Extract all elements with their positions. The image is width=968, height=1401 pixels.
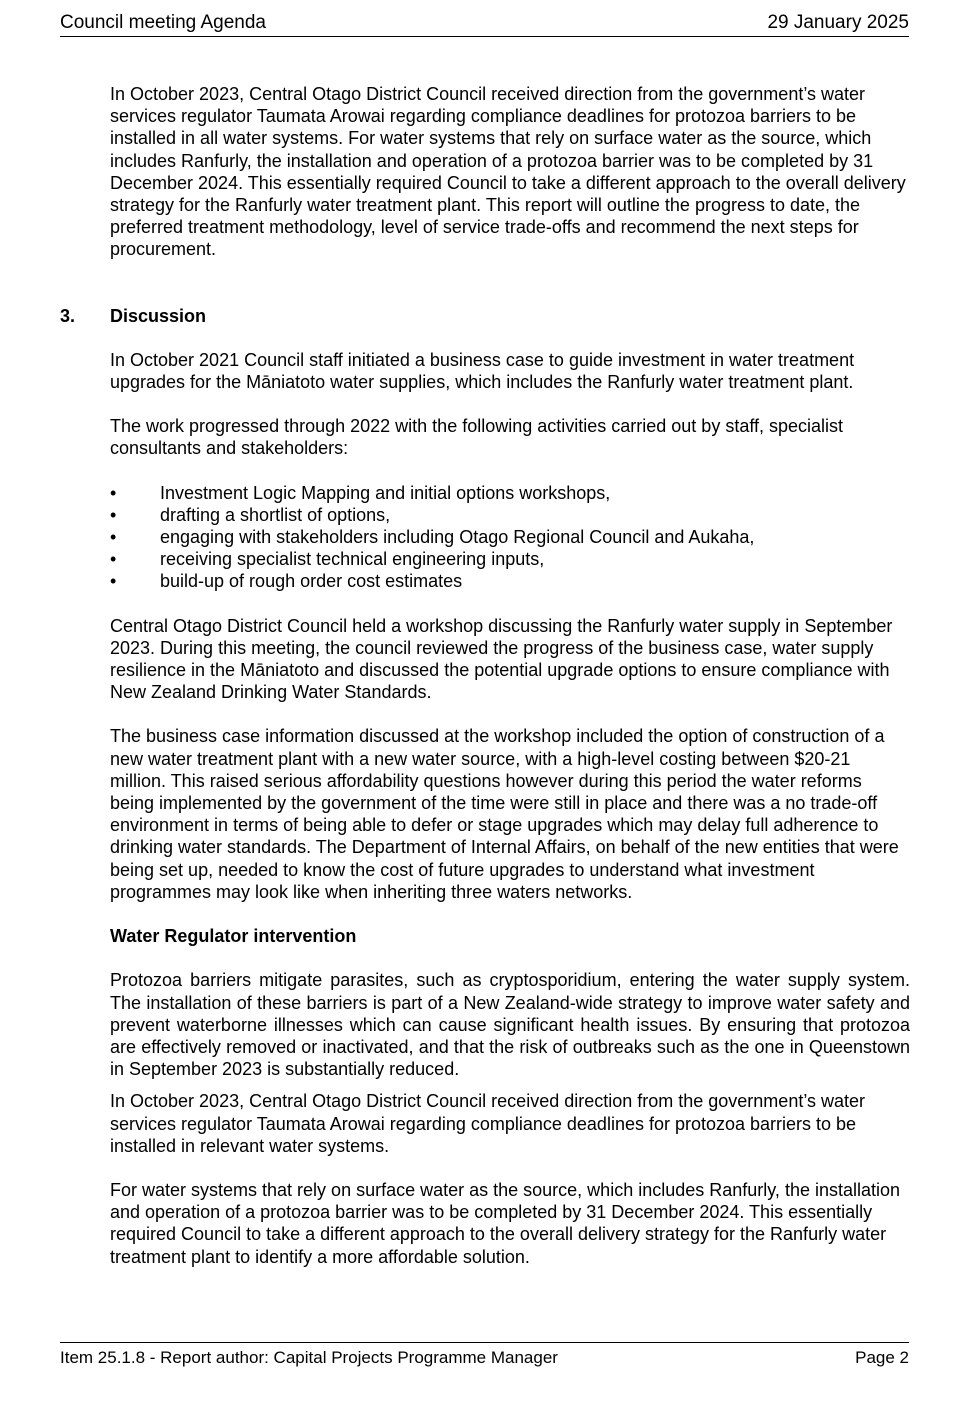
- list-item: • engaging with stakeholders including Otago Regional Council and Aukaha,: [110, 527, 755, 548]
- paragraph: In October 2023, Central Otago District Council received direction from the government’s water services regulator Taumata Arowai regarding compliance deadlines for protozoa barriers to be installed in relevant water systems.: [110, 1091, 866, 1156]
- section-number: 3.: [60, 305, 76, 326]
- paragraph: Protozoa barriers mitigate parasites, such as cryptosporidium, entering the water supply system. The installation of these barriers is part of a New Zealand-wide strategy to improve water safety and prevent waterborne illnesses which can cause significant health issues. By ensuring that protozoa are effectively removed or inactivated, and that the risk of outbreaks such as the one in Queenstown in September 2023 is substantially reduced.: [110, 970, 910, 1080]
- section-title: Discussion: [110, 305, 207, 326]
- paragraph: Central Otago District Council held a workshop discussing the Ranfurly water supply in September 2023. During this meeting, the council reviewed the progress of the business case, water supply resilience in the Māniatoto and discussed the potential upgrade options to ensure compliance with New Zealand Drinking Water Standards.: [110, 615, 893, 703]
- list-item: • build-up of rough order cost estimates: [110, 571, 463, 592]
- subheading: Water Regulator intervention: [110, 926, 357, 947]
- header-title: Council meeting Agenda: [60, 12, 266, 33]
- footer-item: Item 25.1.8 - Report author: Capital Projects Programme Manager: [60, 1348, 558, 1367]
- page-number: Page 2: [855, 1348, 909, 1367]
- intro-paragraph: In October 2023, Central Otago District Council received direction from the government’s water services regulator Taumata Arowai regarding compliance deadlines for protozoa barriers to be installed in all water systems. For water systems that rely on surface water as the source, which includes Ranfurly, the installation and operation of a protozoa barrier was to be completed by 31 December 2024. This essentially required Council to take a different approach to the overall delivery strategy for the Ranfurly water treatment plant. This report will outline the progress to date, the preferred treatment methodology, level of service trade-offs and recommend the next steps for procurement.: [110, 84, 906, 260]
- list-item: • receiving specialist technical engineering inputs,: [110, 549, 545, 570]
- paragraph: For water systems that rely on surface water as the source, which includes Ranfurly, the installation and operation of a protozoa barrier was to be completed by 31 December 2024. This essentially required Council to take a different approach to the overall delivery strategy for the Ranfurly water treatment plant to identify a more affordable solution.: [110, 1179, 901, 1267]
- paragraph: In October 2021 Council staff initiated a business case to guide investment in water treatment upgrades for the Māniatoto water supplies, which includes the Ranfurly water treatment plant.: [110, 349, 855, 393]
- activities-list: [110, 482, 910, 593]
- document-body: [60, 83, 910, 1268]
- bullet-icon: •: [110, 482, 117, 503]
- bullet-icon: •: [110, 549, 117, 570]
- bullet-icon: •: [110, 571, 117, 592]
- bullet-icon: •: [110, 527, 117, 548]
- header-date: 29 January 2025: [767, 12, 909, 33]
- paragraph: The business case information discussed at the workshop included the option of construction of a new water treatment plant with a new water source, with a high-level costing between $20-21 million. This raised serious affordability questions however during this period the water reforms being implemented by the government of the time were still in place and there was a no trade-off environment in terms of being able to defer or stage upgrades which may delay full adherence to drinking water standards. The Department of Internal Affairs, on behalf of the new entities that were being set up, needed to know the cost of future upgrades to understand what investment programmes may look like when inheriting three waters networks.: [110, 726, 899, 902]
- list-item: • drafting a shortlist of options,: [110, 504, 391, 525]
- paragraph: The work progressed through 2022 with the following activities carried out by staff, specialist consultants and stakeholders:: [110, 416, 844, 459]
- bullet-icon: •: [110, 504, 117, 525]
- list-item: • Investment Logic Mapping and initial options workshops,: [110, 482, 611, 503]
- page-header: [60, 10, 909, 37]
- page-footer: [60, 1342, 909, 1367]
- section-heading: [60, 305, 910, 327]
